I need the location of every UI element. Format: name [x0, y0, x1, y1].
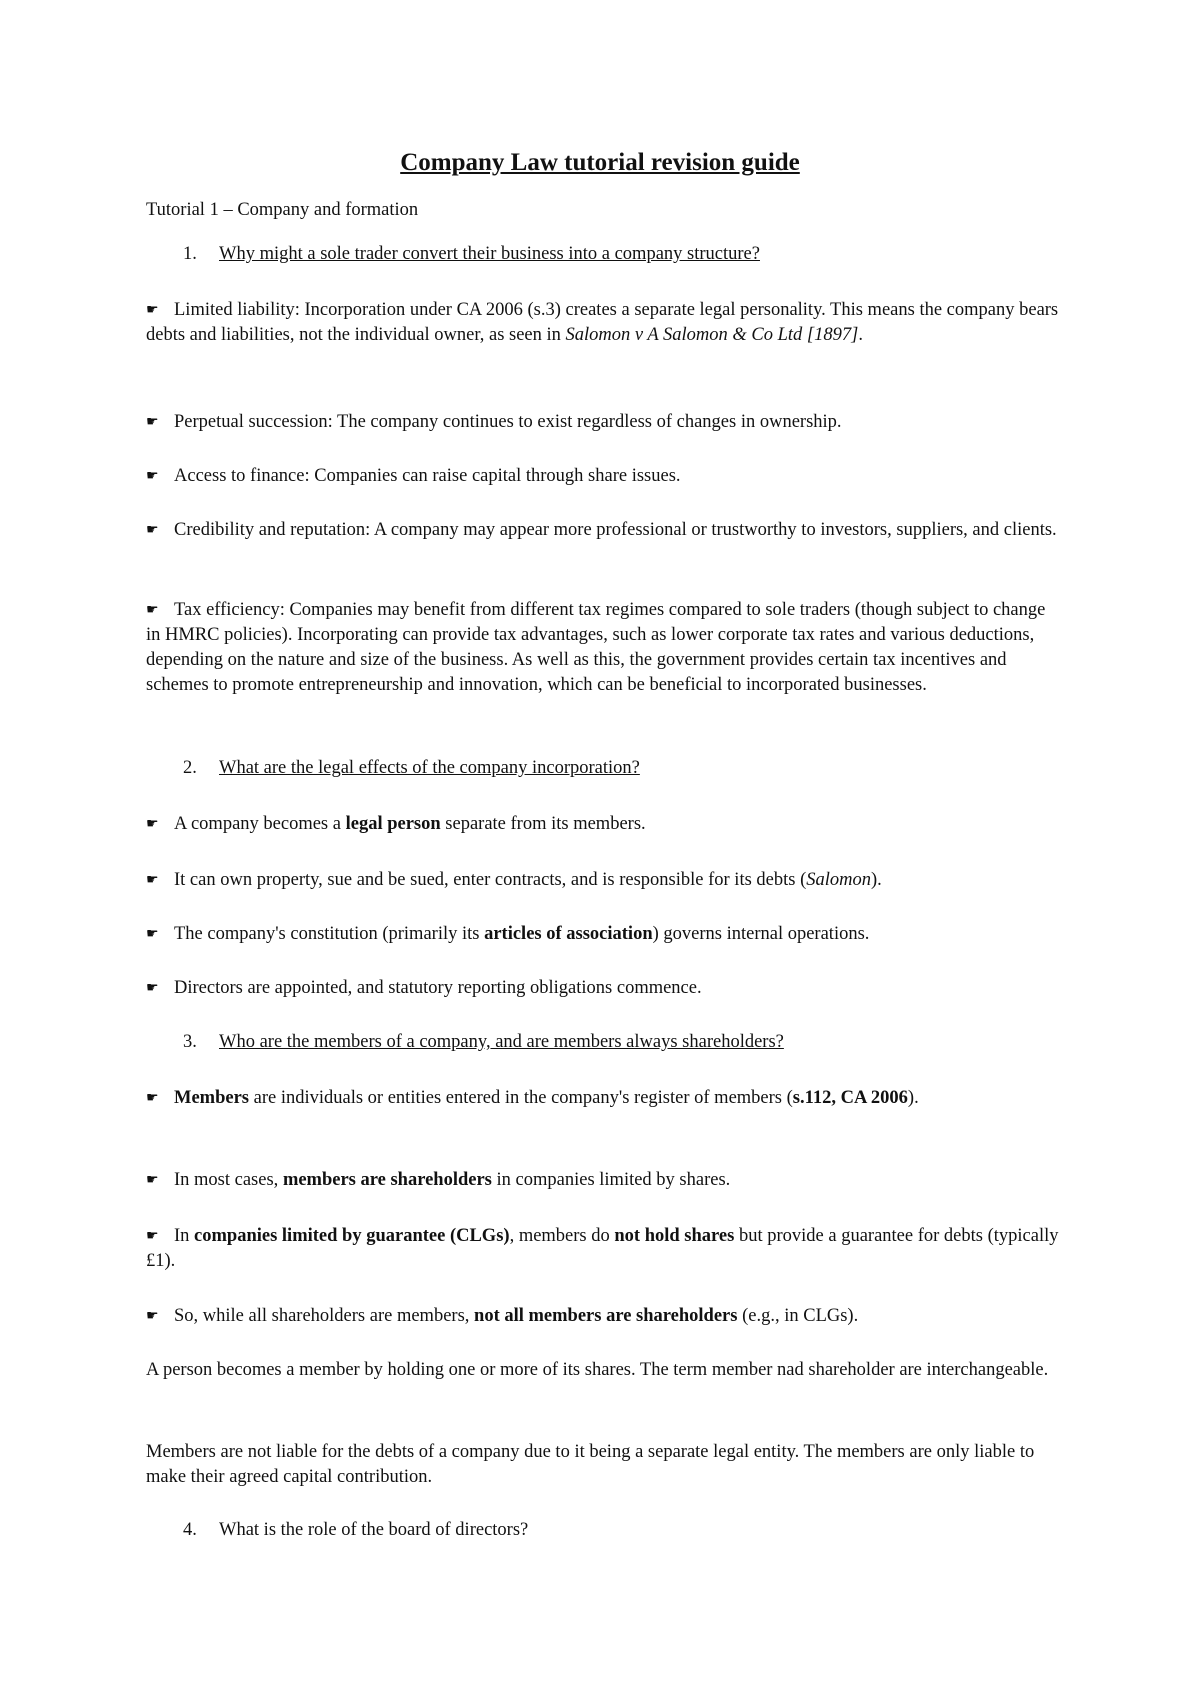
q3-bullet-shareholders: ☛ So, while all shareholders are members, not all members are shareholders (e.g., in CLGs).	[146, 1304, 1061, 1329]
question-4	[183, 1518, 528, 1543]
pointing-hand-icon: ☛	[146, 927, 159, 942]
question-3	[183, 1030, 784, 1055]
question-number: 1.	[183, 244, 197, 264]
question-number: 2.	[183, 758, 197, 778]
q2-bullet-legal-person: ☛ A company becomes a legal person separate from its members.	[146, 812, 1061, 837]
pointing-hand-icon: ☛	[146, 469, 159, 484]
pointing-hand-icon: ☛	[146, 1091, 159, 1106]
question-text: What is the role of the board of directors?	[219, 1520, 529, 1540]
question-number: 3.	[183, 1032, 197, 1052]
q1-bullet-tax-efficiency: ☛ Tax efficiency: Companies may benefit from different tax regimes compared to sole traders (though subject to change in HMRC policies). Incorporating can provide tax advantages, such as lower corporate tax rates and various deductions, depending on the nature and size of the business. As well as this, the government provides certain tax incentives and schemes to promote entrepreneurship and innovation, which can be beneficial to incorporated businesses.	[146, 600, 1046, 695]
q3-bullet-most-cases: ☛ In most cases, members are shareholders in companies limited by shares.	[146, 1168, 1061, 1193]
q1-bullet-perpetual-succession: ☛ Perpetual succession: The company continues to exist regardless of changes in ownership.	[146, 410, 1061, 435]
q1-bullet-credibility: ☛ Credibility and reputation: A company may appear more professional or trustworthy to investors, suppliers, and clients.	[146, 518, 1061, 543]
pointing-hand-icon: ☛	[146, 873, 159, 888]
q2-bullet-own-property: ☛ It can own property, sue and be sued, enter contracts, and is responsible for its debts (Salomon).	[146, 868, 1061, 893]
tutorial-heading: Tutorial 1 – Company and formation	[146, 200, 419, 220]
q2-bullet-directors: ☛ Directors are appointed, and statutory reporting obligations commence.	[146, 976, 1061, 1001]
document-title: Company Law tutorial revision guide	[400, 149, 800, 176]
case-citation: Salomon v A Salomon & Co Ltd [1897]	[565, 325, 859, 345]
pointing-hand-icon: ☛	[146, 817, 159, 832]
pointing-hand-icon: ☛	[146, 1173, 159, 1188]
question-number: 4.	[183, 1520, 197, 1540]
q1-bullet-access-to-finance: ☛ Access to finance: Companies can raise capital through share issues.	[146, 464, 1061, 489]
question-text: What are the legal effects of the company incorporation?	[219, 758, 640, 778]
paragraph-membership: A person becomes a member by holding one or more of its shares. The term member nad shareholder are interchangeable.	[146, 1360, 1049, 1380]
pointing-hand-icon: ☛	[146, 981, 159, 996]
pointing-hand-icon: ☛	[146, 1229, 159, 1244]
q2-bullet-constitution: ☛ The company's constitution (primarily its articles of association) governs internal operations.	[146, 922, 1061, 947]
q3-bullet-clgs: ☛ In companies limited by guarantee (CLGs), members do not hold shares but provide a guarantee for debts (typically £1).	[146, 1226, 1059, 1271]
question-1	[183, 242, 760, 267]
pointing-hand-icon: ☛	[146, 523, 159, 538]
q3-bullet-members: ☛ Members are individuals or entities entered in the company's register of members (s.112, CA 2006).	[146, 1086, 1061, 1111]
question-2	[183, 756, 640, 781]
pointing-hand-icon: ☛	[146, 303, 159, 318]
q1-bullet-limited-liability: ☛ Limited liability: Incorporation under CA 2006 (s.3) creates a separate legal personality. This means the company bears debts and liabilities, not the individual owner, as seen in Salomon v A Salomon & Co Ltd [1897].	[146, 300, 1059, 345]
question-text: Why might a sole trader convert their business into a company structure?	[219, 244, 760, 264]
pointing-hand-icon: ☛	[146, 603, 159, 618]
pointing-hand-icon: ☛	[146, 1309, 159, 1324]
paragraph-liability: Members are not liable for the debts of a company due to it being a separate legal entity. The members are only liable to make their agreed capital contribution.	[146, 1442, 1035, 1487]
pointing-hand-icon: ☛	[146, 415, 159, 430]
question-text: Who are the members of a company, and are members always shareholders?	[219, 1032, 784, 1052]
